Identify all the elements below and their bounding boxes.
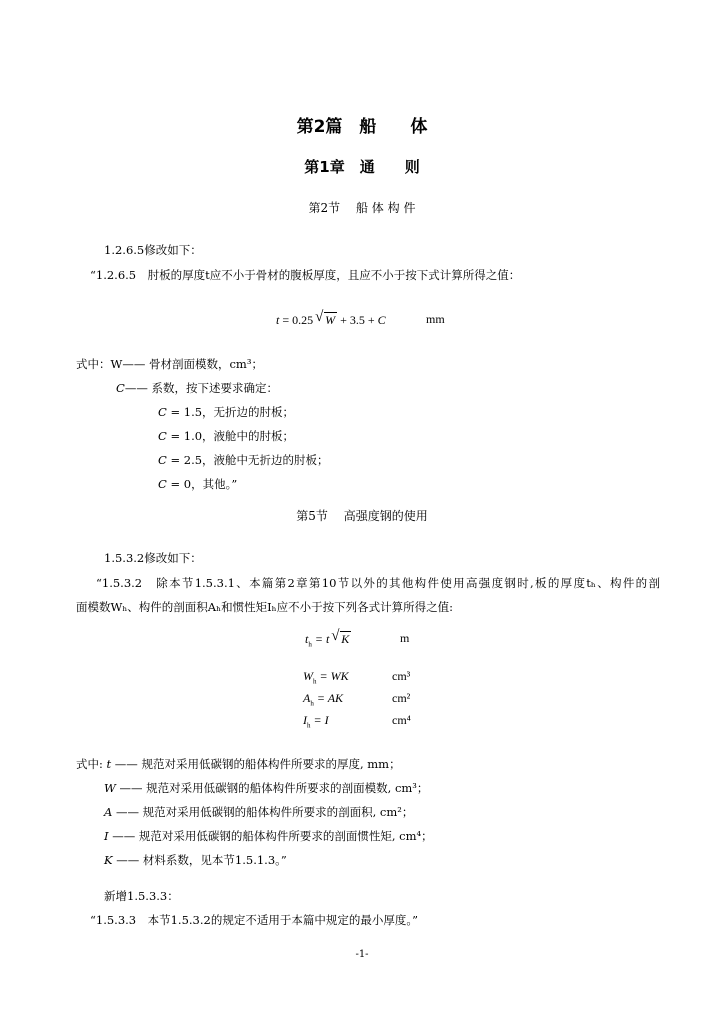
f1-lhs: t bbox=[305, 632, 309, 646]
s2-formula-unit: mm bbox=[426, 312, 445, 326]
def-text: —— 规范对采用低碳钢的船体构件所要求的厚度, mm； bbox=[111, 757, 401, 771]
s5-formula-t bbox=[305, 628, 351, 649]
s2-where-c bbox=[116, 380, 278, 396]
def-text: —— 材料系数，见本节1.5.1.3。” bbox=[112, 853, 287, 867]
f2-lhs: W bbox=[303, 669, 313, 683]
def-symbol: I bbox=[104, 829, 109, 843]
c-case-symbol: C bbox=[158, 405, 167, 419]
section-5-title: 第5节 高强度钢的使用 bbox=[296, 509, 428, 523]
f4-sub: h bbox=[307, 721, 311, 730]
f2-rhs: = WK bbox=[316, 669, 349, 683]
s5-formula-i bbox=[303, 713, 329, 729]
s5-def-row bbox=[104, 852, 287, 868]
c-case-symbol: C bbox=[158, 453, 167, 467]
def-symbol: A bbox=[104, 805, 113, 819]
s5-formula-w bbox=[303, 669, 349, 685]
formula-radicand: W bbox=[325, 313, 336, 327]
def-symbol: W bbox=[104, 781, 116, 795]
section-2-title: 第2节 船 体 构 件 bbox=[308, 201, 416, 215]
s2-intro: 1.2.6.5修改如下： bbox=[104, 243, 202, 257]
page-number: -1- bbox=[355, 949, 369, 960]
s5-para-line2: 面模数Wₕ、构件的剖面积Aₕ和惯性矩Iₕ应不小于按下列各式计算所得之值: bbox=[76, 600, 453, 614]
formula-lhs: t bbox=[276, 313, 280, 327]
c-case-text: = 1.5，无折边的肘板； bbox=[166, 405, 295, 419]
where-prefix: 式中： bbox=[76, 357, 111, 371]
f4-rhs: = I bbox=[310, 713, 329, 727]
c-case bbox=[158, 404, 294, 420]
f2-sub: h bbox=[313, 677, 317, 686]
s5-formula-a bbox=[303, 691, 343, 707]
c-case-symbol: C bbox=[158, 429, 167, 443]
c-case bbox=[158, 428, 294, 444]
s2-where-w bbox=[76, 356, 263, 372]
s5-def-row bbox=[104, 804, 413, 820]
s5-formula-a-unit: cm² bbox=[392, 691, 411, 705]
f3-lhs: A bbox=[303, 691, 311, 705]
c-desc: —— 系数，按下述要求确定： bbox=[124, 381, 278, 395]
c-case-symbol: C bbox=[158, 477, 167, 491]
c-case-text: = 1.0，液舱中的肘板； bbox=[166, 429, 295, 443]
def-symbol: K bbox=[104, 853, 113, 867]
f4-lhs: I bbox=[303, 713, 307, 727]
w-desc: —— 骨材剖面模数，cm³； bbox=[122, 357, 263, 371]
s5-formula-w-unit: cm³ bbox=[392, 669, 411, 683]
sqrt-symbol: √ W bbox=[315, 309, 336, 327]
formula-const: C bbox=[377, 313, 386, 327]
s2-quote: “1.2.6.5 肘板的厚度t应不小于骨材的腹板厚度，且应不小于按下式计算所得之值： bbox=[90, 268, 521, 282]
c-case-text: = 0，其他。” bbox=[166, 477, 238, 491]
c-case-text: = 2.5，液舱中无折边的肘板； bbox=[166, 453, 329, 467]
s5-para-line1: “1.5.3.2 除本节1.5.3.1、本篇第2章第10节以外的其他构件使用高强度钢时,板的厚度tₕ、构件的剖 bbox=[96, 576, 660, 590]
s5-def-row bbox=[104, 828, 433, 844]
w-symbol: W bbox=[110, 357, 123, 371]
c-symbol: C bbox=[116, 381, 125, 395]
def-text: —— 规范对采用低碳钢的船体构件所要求的剖面积, cm²； bbox=[112, 805, 414, 819]
s5-formula-i-unit: cm⁴ bbox=[392, 713, 411, 727]
c-case bbox=[158, 452, 329, 468]
chapter-title: 第1章 通 则 bbox=[304, 158, 420, 176]
c-case bbox=[158, 476, 237, 492]
def-symbol: t bbox=[106, 757, 112, 771]
formula-part1: = 0.25 bbox=[279, 313, 314, 327]
s5-intro: 1.5.3.2修改如下： bbox=[104, 551, 202, 565]
f1-radicand: K bbox=[341, 632, 350, 646]
s2-formula bbox=[276, 309, 386, 328]
f1-sub: h bbox=[308, 640, 312, 649]
s5b-intro: 新增1.5.3.3： bbox=[104, 889, 179, 903]
f1-rhs: = t bbox=[311, 632, 330, 646]
s5-formula-t-unit: m bbox=[400, 631, 410, 645]
sqrt-symbol: √ K bbox=[331, 628, 350, 646]
f3-sub: h bbox=[310, 699, 314, 708]
f3-rhs: = AK bbox=[313, 691, 344, 705]
formula-part2: + 3.5 + bbox=[337, 313, 378, 327]
s5-def-row bbox=[104, 780, 428, 796]
def-text: —— 规范对采用低碳钢的船体构件所要求的剖面惯性矩, cm⁴； bbox=[108, 829, 433, 843]
part-title: 第2篇 船 体 bbox=[296, 117, 428, 137]
s5b-quote: “1.5.3.3 本节1.5.3.2的规定不适用于本篇中规定的最小厚度。” bbox=[90, 913, 418, 927]
def-text: —— 规范对采用低碳钢的船体构件所要求的剖面模数, cm³； bbox=[115, 781, 429, 795]
s5-def-row bbox=[76, 756, 401, 772]
s5-where-prefix: 式中: bbox=[76, 757, 107, 771]
